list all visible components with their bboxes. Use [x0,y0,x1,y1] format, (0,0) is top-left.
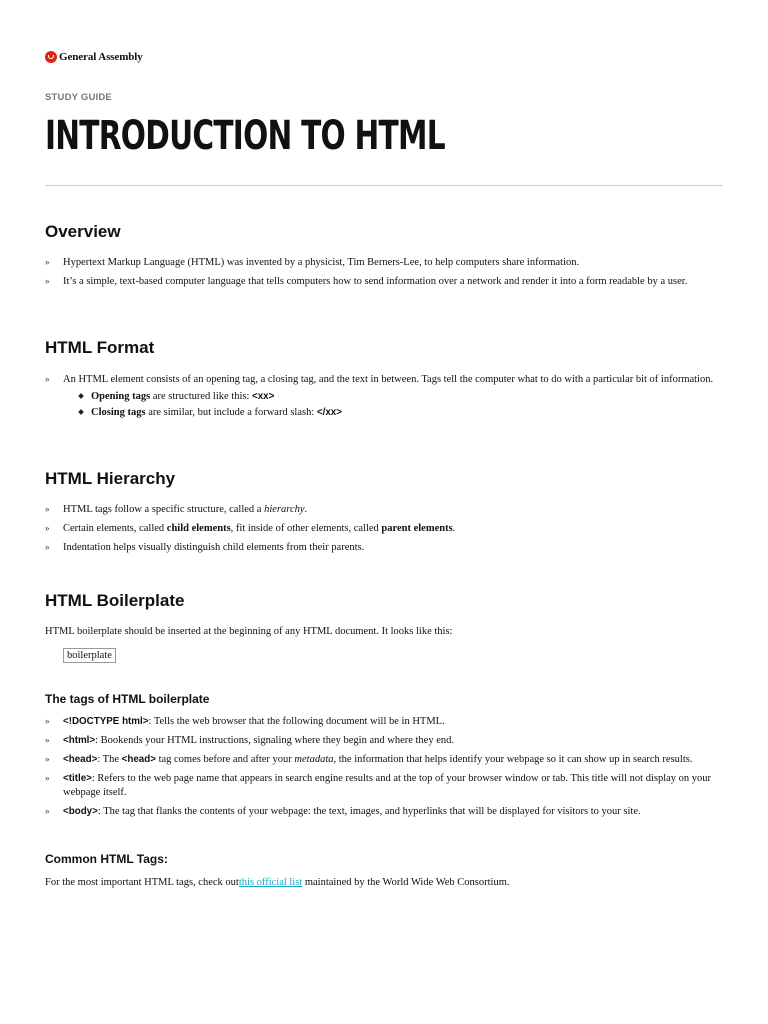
title-divider [45,185,723,186]
format-heading: HTML Format [45,338,155,357]
list-item: » Certain elements, called child elements, fit inside of other elements, called parent elements. [45,523,456,534]
diamond-bullet-icon [78,409,84,415]
page-title: INTRODUCTION TO HTML [45,113,445,159]
list-item: » <head>: The <head> tag comes before and after your metadata, the information that helps identify your webpage so it can show up in search results. [45,754,693,765]
bullet-icon: » [45,773,50,783]
diamond-bullet-icon [78,393,84,399]
hierarchy-list [45,503,723,560]
list-item: » <title>: Refers to the web page name that appears in search engine results and at the top of your browser window or tab. This title will not display on your webpage itself. [45,773,712,798]
common-tags-heading: Common HTML Tags: [45,852,168,866]
bullet-icon: » [45,523,50,533]
brand-logo[interactable] [45,51,143,63]
sub-list-item: Opening tags are structured like this: <xx> [63,390,723,404]
bullet-icon: » [45,754,50,764]
boilerplate-heading: HTML Boilerplate [45,591,185,610]
boilerplate-tags-list [45,715,723,824]
list-item: » Hypertext Markup Language (HTML) was invented by a physicist, Tim Berners-Lee, to help computers share information. [45,257,580,268]
bullet-icon: » [45,504,50,514]
boilerplate-intro: HTML boilerplate should be inserted at the beginning of any HTML document. It looks like this: [45,626,453,637]
list-item: » An HTML element consists of an opening tag, a closing tag, and the text in between. Tags tell the computer what to do with a particular bit of information. Opening tags are structured like this: <xx> Closing tags are similar, but include a forward slash: </xx> [45,373,723,420]
format-list [45,373,723,425]
list-item: » <body>: The tag that flanks the contents of your webpage: the text, images, and hyperlinks that will be displayed for visitors to your site. [45,806,641,817]
overview-list [45,256,723,294]
format-sublist [63,390,723,420]
list-item: » It’s a simple, text-based computer language that tells computers how to send information over a network and render it into a form readable by a user. [45,276,688,287]
list-item: » HTML tags follow a specific structure, called a hierarchy. [45,504,308,515]
bullet-icon: » [45,374,50,384]
document-kicker: STUDY GUIDE [45,92,112,103]
bullet-icon: » [45,806,50,816]
overview-heading: Overview [45,222,121,241]
ga-logo-icon [45,51,57,63]
bullet-icon: » [45,735,50,745]
brand-name: General Assembly [59,51,143,63]
common-tags-paragraph: For the most important HTML tags, check outthis official list maintained by the World Wide Web Consortium. [45,877,510,888]
hierarchy-heading: HTML Hierarchy [45,469,176,488]
list-item: » Indentation helps visually distinguish child elements from their parents. [45,542,365,553]
bullet-icon: » [45,542,50,552]
list-item: » <!DOCTYPE html>: Tells the web browser that the following document will be in HTML. [45,716,445,727]
bullet-icon: » [45,276,50,286]
boilerplate-code-block: boilerplate [63,648,116,663]
official-list-link[interactable]: this official list [238,877,303,888]
bullet-icon: » [45,716,50,726]
list-item: » <html>: Bookends your HTML instructions, signaling where they begin and where they end. [45,735,454,746]
boilerplate-tags-heading: The tags of HTML boilerplate [45,692,210,706]
sub-list-item: Closing tags are similar, but include a forward slash: </xx> [63,406,723,420]
bullet-icon: » [45,257,50,267]
